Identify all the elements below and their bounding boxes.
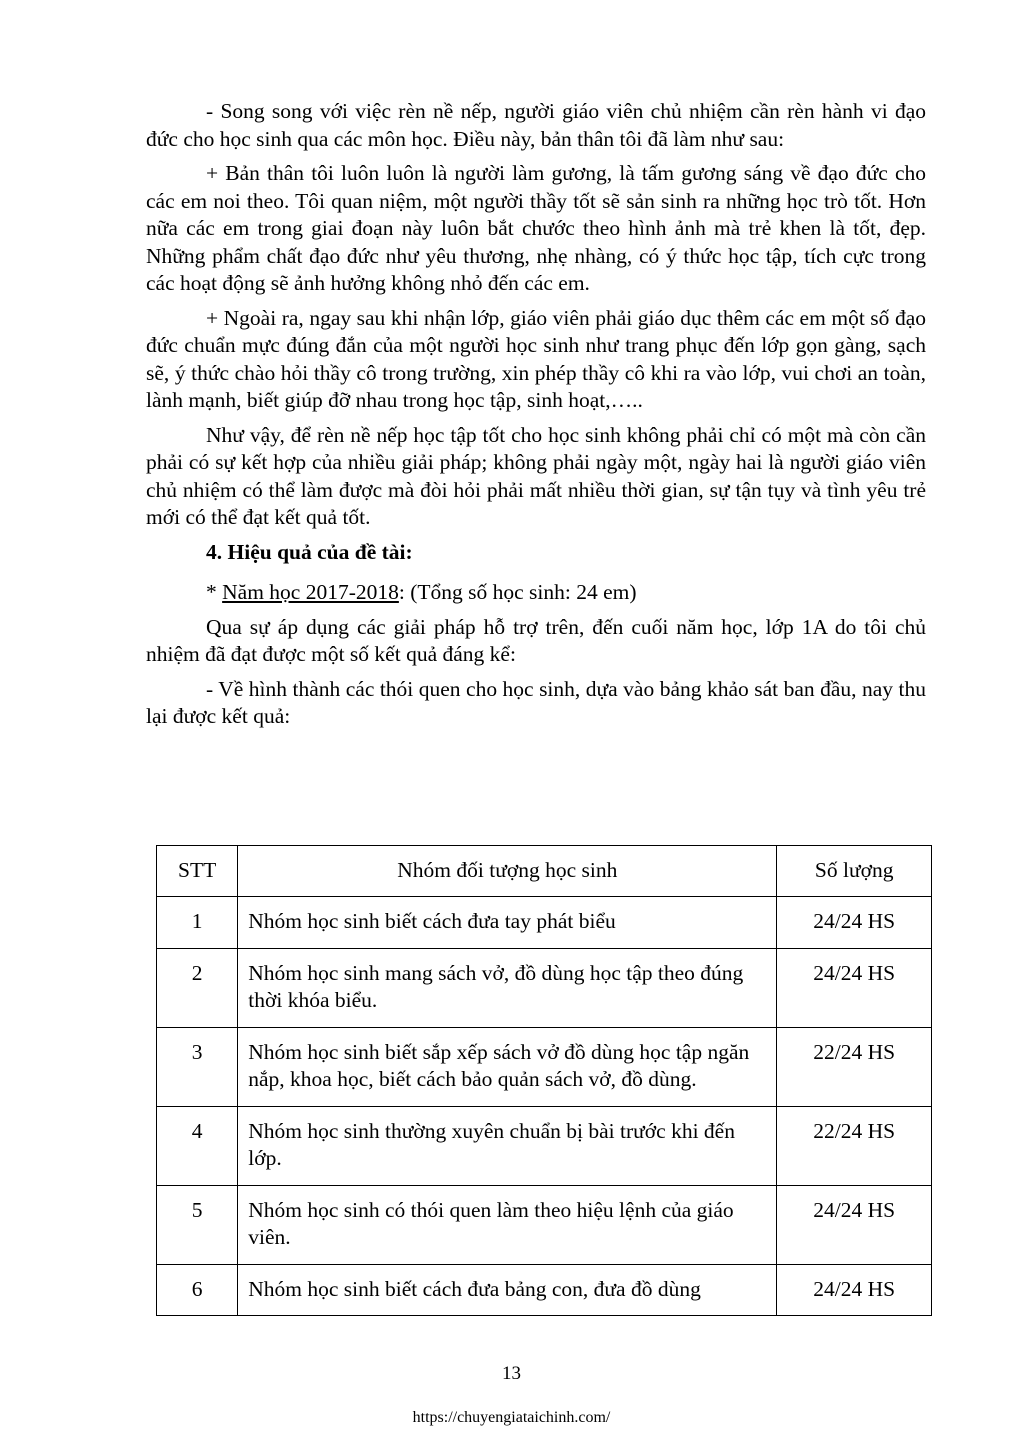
year-prefix: * (206, 580, 223, 604)
results-table (156, 845, 932, 1316)
table-row (157, 948, 932, 1027)
cell-group: Nhóm học sinh mang sách vở, đồ dùng học tập theo đúng thời khóa biểu. (238, 948, 777, 1027)
school-year-label: Năm học 2017-2018 (222, 580, 399, 604)
cell-stt: 5 (157, 1185, 238, 1264)
paragraph-conclusion: Như vậy, để rèn nề nếp học tập tốt cho học sinh không phải chỉ có một mà còn cần phải có sự kết hợp của nhiều giải pháp; không phải ngày một, ngày hai là người giáo viên chủ nhiệm có thể làm được mà đòi hỏi phải mất nhiều thời gian, sự tận tụy và tình yêu trẻ mới có thể đạt kết quả tốt. (146, 422, 926, 529)
table-row (157, 897, 932, 949)
section-heading: 4. Hiệu quả của đề tài: (206, 539, 413, 564)
table-row (157, 1027, 932, 1106)
paragraph-habits: - Về hình thành các thói quen cho học sinh, dựa vào bảng khảo sát ban đầu, nay thu lại được kết quả: (146, 676, 926, 728)
paragraph-role-model: + Bản thân tôi luôn luôn là người làm gương, là tấm gương sáng về đạo đức cho các em noi theo. Tôi quan niệm, một người thầy tốt sẽ sản sinh ra những học trò tốt. Hơn nữa các em trong giai đoạn này luôn bắt chước theo hình ảnh mà trẻ khen là tốt, đẹp. Những phẩm chất đạo đức như yêu thương, nhẹ nhàng, có ý thức học tập, tích cực trong các hoạt động sẽ ảnh hưởng không nhỏ đến các em. (146, 161, 926, 295)
year-suffix: : (Tổng số học sinh: 24 em) (398, 580, 637, 604)
header-count: Số lượng (777, 846, 932, 897)
table-row (157, 1264, 932, 1316)
cell-stt: 3 (157, 1027, 238, 1106)
cell-group: Nhóm học sinh biết cách đưa tay phát biểu (238, 897, 777, 949)
paragraph-moral-education: - Song song với việc rèn nề nếp, người giáo viên chủ nhiệm cần rèn hành vi đạo đức cho học sinh qua các môn học. Điều này, bản thân tôi đã làm như sau: (146, 99, 926, 151)
cell-stt: 6 (157, 1264, 238, 1316)
cell-count: 24/24 HS (777, 1185, 932, 1264)
cell-count: 22/24 HS (777, 1027, 932, 1106)
cell-stt: 2 (157, 948, 238, 1027)
paragraph-results-intro: Qua sự áp dụng các giải pháp hỗ trợ trên, đến cuối năm học, lớp 1A do tôi chủ nhiệm đã đạt được một số kết quả đáng kể: (146, 614, 926, 666)
page-number: 13 (502, 1363, 521, 1384)
school-year-line (146, 579, 926, 607)
cell-group: Nhóm học sinh biết cách đưa bảng con, đưa đồ dùng (238, 1264, 777, 1316)
table-row (157, 1106, 932, 1185)
cell-count: 24/24 HS (777, 897, 932, 949)
cell-stt: 4 (157, 1106, 238, 1185)
cell-count: 24/24 HS (777, 1264, 932, 1316)
cell-stt: 1 (157, 897, 238, 949)
cell-count: 22/24 HS (777, 1106, 932, 1185)
footer-url: https://chuyengiataichinh.com/ (412, 1409, 611, 1426)
paragraph-standards: + Ngoài ra, ngay sau khi nhận lớp, giáo viên phải giáo dục thêm các em một số đạo đức chuẩn mực đúng đắn của một người học sinh như trang phục đến lớp gọn gàng, sạch sẽ, ý thức chào hỏi thầy cô trong trường, xin phép thầy cô khi ra vào lớp, vui chơi an toàn, lành mạnh, biết giúp đỡ nhau trong học tập, sinh hoạt,….. (146, 305, 926, 412)
cell-count: 24/24 HS (777, 948, 932, 1027)
header-stt: STT (157, 846, 238, 897)
cell-group: Nhóm học sinh thường xuyên chuẩn bị bài trước khi đến lớp. (238, 1106, 777, 1185)
table-header-row (157, 846, 932, 897)
cell-group: Nhóm học sinh biết sắp xếp sách vở đồ dùng học tập ngăn nắp, khoa học, biết cách bảo quản sách vở, đồ dùng. (238, 1027, 777, 1106)
header-group: Nhóm đối tượng học sinh (238, 846, 777, 897)
table-row (157, 1185, 932, 1264)
cell-group: Nhóm học sinh có thói quen làm theo hiệu lệnh của giáo viên. (238, 1185, 777, 1264)
document-body (146, 98, 926, 738)
